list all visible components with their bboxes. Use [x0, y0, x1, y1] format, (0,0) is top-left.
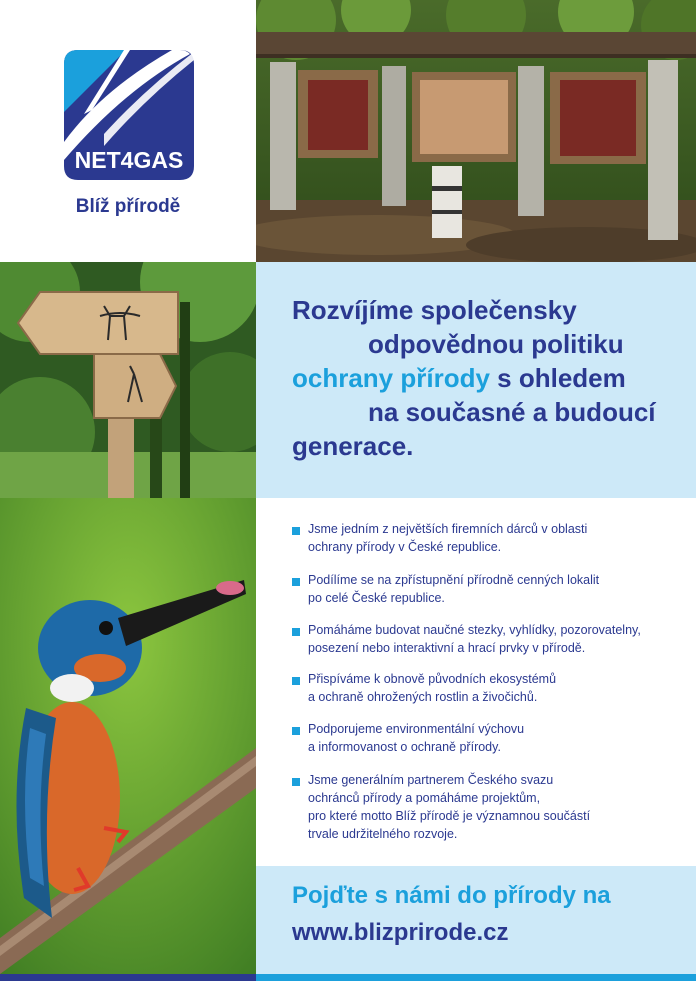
bullet-square-icon [292, 778, 300, 786]
bullet-square-icon [292, 677, 300, 685]
bullet-panel [256, 498, 696, 866]
bullet-square-icon [292, 578, 300, 586]
bullet-text: Jsme generálním partnerem Českého svazu ochránců přírody a pomáháme projektům, pro které motto Blíž přírodě je významnou součástí trvale udržitelného rozvoje. [308, 773, 591, 841]
bullet-square-icon [292, 727, 300, 735]
bottom-bar-navy [0, 974, 256, 981]
bullet-text: Podílíme se na zpřístupnění přírodně cenných lokalit po celé České republice. [308, 573, 600, 605]
cta-text: Pojďte s námi do přírody na [292, 882, 611, 909]
headline-line-3 [292, 361, 656, 395]
bullet-text: Přispíváme k obnově původních ekosystémů a ochraně ohrožených rostlin a živočichů. [308, 672, 557, 704]
bullet-item [292, 670, 692, 706]
headline-line-1: Rozvíjíme společensky [292, 295, 577, 325]
headline-line-2: odpovědnou politiku [368, 329, 624, 359]
logo-panel [0, 0, 256, 262]
bottom-bar-cyan [256, 974, 696, 981]
headline-line-3-rest: s ohledem [489, 363, 626, 393]
bullet-item [292, 720, 692, 756]
bullet-text: Pomáháme budovat naučné stezky, vyhlídky, pozorovatelny, posezení nebo interaktivní a hrací prvky v přírodě. [308, 623, 641, 655]
photo-kingfisher [0, 498, 256, 974]
bullet-item [292, 520, 692, 556]
bullet-text: Podporujeme environmentální výchovu a informovanost o ochraně přírody. [308, 722, 525, 754]
headline-panel [256, 262, 696, 498]
headline [292, 293, 656, 463]
net4gas-logo [64, 50, 194, 180]
bullet-item [292, 621, 692, 657]
bullet-item [292, 771, 692, 843]
website-link[interactable]: www.blizprirode.cz [292, 919, 509, 946]
headline-highlight: ochrany přírody [292, 363, 490, 393]
bullet-square-icon [292, 628, 300, 636]
photo-signpost [0, 262, 256, 498]
logo-tagline: Blíž přírodě [75, 196, 181, 217]
bullet-square-icon [292, 527, 300, 535]
headline-line-5: generace. [292, 431, 414, 461]
photo-information-boards [256, 0, 696, 262]
logo-wordmark: NET4GAS [74, 147, 184, 173]
headline-line-4: na současné a budoucí [368, 397, 656, 427]
bullet-text: Jsme jedním z největších firemních dárců v oblasti ochrany přírody v České republice. [308, 522, 588, 554]
bullet-item [292, 571, 692, 607]
call-to-action-panel [256, 866, 696, 974]
